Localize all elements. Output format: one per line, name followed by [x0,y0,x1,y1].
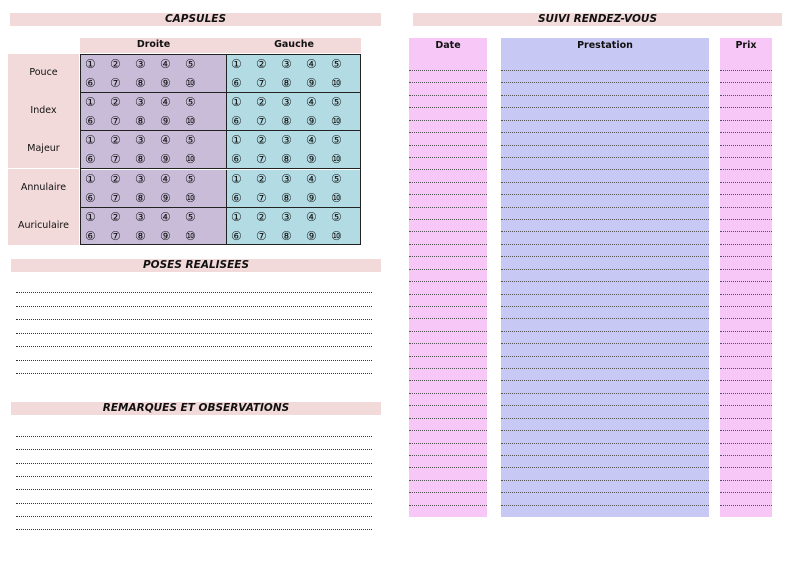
appointment-line[interactable] [409,107,487,108]
capsule-cell-gauche-majeur [227,131,360,169]
finger-label-annulaire: Annulaire [8,169,79,207]
appointment-line[interactable] [409,244,487,245]
appointment-line[interactable] [501,393,709,394]
appointment-line[interactable] [720,405,772,406]
capsule-size-number[interactable]: ① [85,210,96,224]
appointment-line[interactable] [409,145,487,146]
writing-line[interactable] [16,489,372,490]
writing-line[interactable] [16,529,372,530]
appointment-line[interactable] [720,82,772,83]
poses-section-title: POSES REALISEES [11,259,381,272]
capsule-size-row [81,131,206,150]
appointment-line[interactable] [409,157,487,158]
appointment-line[interactable] [501,231,709,232]
capsule-size-number[interactable]: ⑧ [281,114,292,128]
capsule-size-number[interactable]: ④ [160,172,171,186]
capsule-size-number[interactable]: ⑨ [306,229,317,243]
capsule-size-number[interactable]: ④ [160,210,171,224]
writing-line[interactable] [16,292,372,293]
appointment-line[interactable] [720,120,772,121]
appointment-line[interactable] [501,418,709,419]
appointment-line[interactable] [720,343,772,344]
capsule-size-row [227,131,352,150]
capsule-size-row [81,74,206,93]
capsule-size-number[interactable]: ⑨ [160,114,171,128]
appointment-line[interactable] [409,182,487,183]
capsule-cell-gauche-auriculaire [227,208,360,245]
capsule-size-row [81,227,206,245]
capsule-size-number[interactable]: ⑩ [185,76,196,90]
capsule-size-number[interactable]: ② [110,133,121,147]
capsule-size-number[interactable]: ⑤ [331,172,342,186]
capsule-size-number[interactable]: ⑨ [306,76,317,90]
appointment-line[interactable] [409,194,487,195]
capsules-grid [80,54,361,245]
capsule-size-number[interactable]: ⑦ [110,76,121,90]
appointment-line[interactable] [720,182,772,183]
appointment-line[interactable] [720,455,772,456]
appointment-line[interactable] [501,467,709,468]
appointment-line[interactable] [409,306,487,307]
capsule-size-number[interactable]: ② [110,95,121,109]
column-header-droite: Droite [136,39,171,50]
appointment-line[interactable] [720,269,772,270]
appointment-line[interactable] [501,219,709,220]
capsule-size-number[interactable]: ⑧ [281,191,292,205]
capsule-size-number[interactable]: ⑦ [110,191,121,205]
capsule-size-number[interactable]: ⑦ [110,152,121,166]
capsule-size-row [81,112,206,131]
appointment-line[interactable] [501,443,709,444]
appointment-line[interactable] [409,294,487,295]
capsule-size-number[interactable]: ① [85,95,96,109]
capsule-size-number[interactable]: ⑥ [85,76,96,90]
capsule-size-number[interactable]: ⑤ [331,210,342,224]
capsule-size-number[interactable]: ⑩ [331,152,342,166]
capsule-size-number[interactable]: ⑩ [331,191,342,205]
appointment-line[interactable] [720,95,772,96]
writing-line[interactable] [16,436,372,437]
appointment-line[interactable] [501,331,709,332]
capsule-size-row [81,208,206,227]
appointment-line[interactable] [501,194,709,195]
writing-line[interactable] [16,306,372,307]
capsule-size-number[interactable]: ① [231,57,242,71]
capsule-size-row [227,150,352,169]
appointment-line[interactable] [409,443,487,444]
capsule-size-number[interactable]: ⑥ [85,114,96,128]
capsule-size-number[interactable]: ④ [306,210,317,224]
appointment-line[interactable] [409,132,487,133]
capsule-size-number[interactable]: ⑤ [185,210,196,224]
appointment-line[interactable] [720,430,772,431]
appointment-line[interactable] [501,356,709,357]
appointment-line[interactable] [409,82,487,83]
appointment-line[interactable] [409,368,487,369]
writing-line[interactable] [16,333,372,334]
capsule-size-number[interactable]: ② [256,95,267,109]
capsule-size-number[interactable]: ⑥ [231,229,242,243]
appointment-line[interactable] [720,443,772,444]
finger-label-auriculaire: Auriculaire [8,207,79,245]
capsule-size-number[interactable]: ② [110,57,121,71]
capsule-size-number[interactable]: ⑩ [185,114,196,128]
capsule-size-number[interactable]: ⑤ [331,133,342,147]
appointment-line[interactable] [409,169,487,170]
capsule-size-number[interactable]: ⑧ [281,229,292,243]
finger-label-pouce: Pouce [8,54,79,92]
capsule-size-number[interactable]: ⑥ [85,229,96,243]
writing-line[interactable] [16,360,372,361]
capsule-size-number[interactable]: ⑨ [160,191,171,205]
capsule-size-number[interactable]: ① [231,133,242,147]
date-column [409,38,487,517]
capsule-size-number[interactable]: ② [110,172,121,186]
capsule-size-row [227,208,352,227]
capsule-size-number[interactable]: ⑨ [160,229,171,243]
appointment-line[interactable] [720,169,772,170]
capsule-size-number[interactable]: ⑥ [231,76,242,90]
appointment-line[interactable] [409,393,487,394]
capsule-size-number[interactable]: ⑦ [256,191,267,205]
capsule-size-row [81,93,206,112]
capsule-size-number[interactable]: ⑧ [135,229,146,243]
capsule-cell-gauche-annulaire [227,170,360,208]
finger-label-index: Index [8,92,79,130]
appointment-line[interactable] [720,331,772,332]
capsule-size-number[interactable]: ② [256,133,267,147]
appointment-line[interactable] [409,343,487,344]
appointment-line[interactable] [501,480,709,481]
appointment-line[interactable] [501,343,709,344]
appointment-line[interactable] [409,269,487,270]
capsule-size-number[interactable]: ⑥ [231,152,242,166]
capsule-size-number[interactable]: ⑩ [331,76,342,90]
appointment-line[interactable] [409,120,487,121]
writing-line[interactable] [16,476,372,477]
capsule-size-number[interactable]: ③ [281,172,292,186]
capsule-size-number[interactable]: ⑩ [331,114,342,128]
capsule-size-number[interactable]: ⑤ [185,172,196,186]
appointment-line[interactable] [501,82,709,83]
appointment-line[interactable] [501,256,709,257]
appointment-line[interactable] [501,145,709,146]
capsule-size-row [81,150,206,169]
capsule-size-number[interactable]: ⑨ [306,114,317,128]
capsule-cell-droite-majeur [81,131,227,169]
capsule-size-number[interactable]: ② [256,210,267,224]
capsule-size-number[interactable]: ⑤ [185,133,196,147]
appointment-line[interactable] [501,492,709,493]
appointment-line[interactable] [501,207,709,208]
capsule-size-number[interactable]: ① [85,172,96,186]
appointment-line[interactable] [501,107,709,108]
capsule-size-row [227,55,352,74]
appointment-line[interactable] [720,393,772,394]
capsule-size-row [227,170,352,189]
capsule-size-number[interactable]: ⑩ [185,152,196,166]
capsule-size-number[interactable]: ② [256,57,267,71]
appointment-line[interactable] [409,95,487,96]
capsule-size-number[interactable]: ⑦ [110,229,121,243]
appointment-line[interactable] [720,145,772,146]
appointment-line[interactable] [501,455,709,456]
capsule-size-row [227,74,352,93]
capsule-size-number[interactable]: ⑧ [135,114,146,128]
capsule-size-number[interactable]: ⑧ [135,152,146,166]
appointment-line[interactable] [720,244,772,245]
appointment-line[interactable] [501,306,709,307]
capsule-size-number[interactable]: ⑤ [185,95,196,109]
capsule-size-number[interactable]: ④ [306,57,317,71]
capsule-size-number[interactable]: ⑧ [281,152,292,166]
appointment-line[interactable] [501,281,709,282]
appointment-line[interactable] [501,505,709,506]
capsule-size-number[interactable]: ① [231,95,242,109]
capsule-cell-droite-annulaire [81,170,227,208]
capsule-size-number[interactable]: ③ [135,57,146,71]
appointment-line[interactable] [409,356,487,357]
capsule-size-row [227,227,352,245]
capsule-size-number[interactable]: ⑧ [135,76,146,90]
writing-line[interactable] [16,346,372,347]
capsule-size-number[interactable]: ① [85,133,96,147]
capsule-cell-gauche-index [227,93,360,131]
capsule-size-number[interactable]: ⑦ [256,114,267,128]
capsule-size-number[interactable]: ⑤ [185,57,196,71]
appointment-line[interactable] [720,505,772,506]
capsule-size-number[interactable]: ⑥ [85,152,96,166]
capsule-size-number[interactable]: ④ [306,95,317,109]
capsule-size-number[interactable]: ⑧ [135,191,146,205]
appointment-line[interactable] [720,492,772,493]
appointment-line[interactable] [501,318,709,319]
capsule-size-number[interactable]: ① [85,57,96,71]
appointment-line[interactable] [501,157,709,158]
capsule-size-number[interactable]: ⑨ [160,76,171,90]
appointment-line[interactable] [720,368,772,369]
appointment-line[interactable] [720,157,772,158]
appointment-line[interactable] [501,430,709,431]
capsule-cell-droite-index [81,93,227,131]
capsule-size-number[interactable]: ⑨ [306,152,317,166]
capsule-size-number[interactable]: ⑦ [256,152,267,166]
capsule-size-number[interactable]: ③ [135,210,146,224]
appointment-line[interactable] [501,120,709,121]
appointment-line[interactable] [409,505,487,506]
capsule-size-row [81,170,206,189]
capsule-size-number[interactable]: ⑥ [231,114,242,128]
appointment-line[interactable] [409,418,487,419]
writing-line[interactable] [16,373,372,374]
appointment-line[interactable] [409,219,487,220]
prestation-column [501,38,709,517]
capsule-size-number[interactable]: ④ [160,133,171,147]
capsule-size-number[interactable]: ④ [160,95,171,109]
capsule-size-number[interactable]: ⑤ [331,95,342,109]
prix-column [720,38,772,517]
appointment-line[interactable] [409,480,487,481]
appointment-line[interactable] [501,169,709,170]
appointment-line[interactable] [409,455,487,456]
appointment-line[interactable] [409,331,487,332]
capsule-size-number[interactable]: ③ [281,133,292,147]
appointment-line[interactable] [720,306,772,307]
appointment-line[interactable] [409,467,487,468]
appointment-line[interactable] [501,70,709,71]
capsule-size-number[interactable]: ⑦ [256,229,267,243]
capsule-size-number[interactable]: ⑤ [331,57,342,71]
appointment-line[interactable] [501,405,709,406]
capsule-size-number[interactable]: ① [231,172,242,186]
capsule-size-number[interactable]: ③ [135,172,146,186]
capsule-size-number[interactable]: ⑥ [231,191,242,205]
capsule-size-number[interactable]: ⑩ [331,229,342,243]
appointment-line[interactable] [409,207,487,208]
writing-line[interactable] [16,516,372,517]
appointment-line[interactable] [409,492,487,493]
suivi-section-title: SUIVI RENDEZ-VOUS [413,13,782,26]
capsule-size-row [227,112,352,131]
date-column-lines [409,70,487,517]
capsule-size-number[interactable]: ⑩ [185,229,196,243]
appointment-line[interactable] [720,380,772,381]
capsule-size-number[interactable]: ④ [306,172,317,186]
capsule-size-number[interactable]: ② [110,210,121,224]
capsule-size-number[interactable]: ③ [281,210,292,224]
capsule-size-number[interactable]: ⑨ [306,191,317,205]
capsule-size-number[interactable]: ⑩ [185,191,196,205]
appointment-line[interactable] [409,231,487,232]
writing-line[interactable] [16,503,372,504]
appointment-line[interactable] [720,107,772,108]
appointment-line[interactable] [720,281,772,282]
capsule-size-number[interactable]: ④ [160,57,171,71]
capsule-cell-gauche-pouce [227,55,360,93]
prestation-column-title: Prestation [577,40,633,51]
capsule-size-number[interactable]: ③ [135,133,146,147]
appointment-line[interactable] [409,380,487,381]
appointment-line[interactable] [720,132,772,133]
appointment-line[interactable] [501,182,709,183]
capsule-size-number[interactable]: ① [231,210,242,224]
capsule-size-number[interactable]: ③ [135,95,146,109]
writing-line[interactable] [16,449,372,450]
capsule-size-row [227,189,352,208]
capsule-size-row [81,55,206,74]
finger-label-majeur: Majeur [8,130,79,168]
appointment-line[interactable] [501,132,709,133]
capsule-size-row [227,93,352,112]
appointment-line[interactable] [409,281,487,282]
appointment-line[interactable] [720,418,772,419]
capsule-size-number[interactable]: ② [256,172,267,186]
column-header-gauche: Gauche [274,39,314,50]
writing-line[interactable] [16,319,372,320]
appointment-line[interactable] [501,269,709,270]
appointment-line[interactable] [409,70,487,71]
date-column-title: Date [435,40,461,51]
capsule-size-number[interactable]: ⑥ [85,191,96,205]
appointment-line[interactable] [720,467,772,468]
appointment-line[interactable] [501,380,709,381]
appointment-line[interactable] [720,356,772,357]
appointment-line[interactable] [409,256,487,257]
appointment-line[interactable] [720,207,772,208]
appointment-line[interactable] [720,70,772,71]
capsules-section-title: CAPSULES [10,13,381,26]
capsule-size-number[interactable]: ⑦ [110,114,121,128]
appointment-line[interactable] [409,430,487,431]
appointment-line[interactable] [720,256,772,257]
capsule-size-number[interactable]: ⑦ [256,76,267,90]
capsule-size-number[interactable]: ⑨ [160,152,171,166]
appointment-line[interactable] [720,219,772,220]
capsule-size-number[interactable]: ③ [281,57,292,71]
appointment-line[interactable] [501,294,709,295]
appointment-line[interactable] [720,294,772,295]
appointment-line[interactable] [501,368,709,369]
appointment-line[interactable] [501,244,709,245]
remarques-section-title: REMARQUES ET OBSERVATIONS [11,402,381,415]
capsule-size-number[interactable]: ③ [281,95,292,109]
capsule-size-row [81,189,206,208]
capsule-size-number[interactable]: ⑧ [281,76,292,90]
appointment-line[interactable] [720,318,772,319]
appointment-line[interactable] [409,318,487,319]
appointment-line[interactable] [409,405,487,406]
prix-column-title: Prix [735,40,757,51]
appointment-line[interactable] [720,194,772,195]
prix-column-lines [720,70,772,517]
capsule-cell-droite-pouce [81,55,227,93]
writing-line[interactable] [16,463,372,464]
appointment-line[interactable] [720,231,772,232]
appointment-line[interactable] [720,480,772,481]
prestation-column-lines [501,70,709,517]
appointment-line[interactable] [501,95,709,96]
capsule-cell-droite-auriculaire [81,208,227,245]
capsule-size-number[interactable]: ④ [306,133,317,147]
